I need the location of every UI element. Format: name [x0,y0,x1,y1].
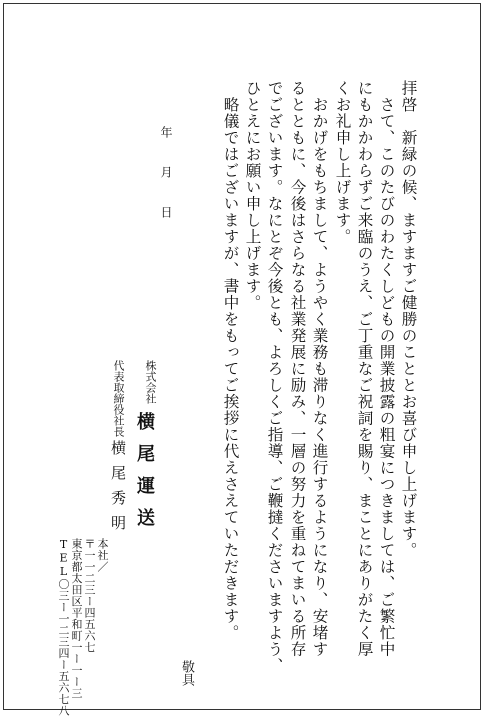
body-line: ひとえにお願い申し上げます。 [243,80,262,311]
address-line: 本社／ [96,538,109,573]
closing-text: 敬具 [179,660,194,686]
address-line: 〒一一二三ー四五六七 [83,538,96,653]
greeting-line: 拝啓 新緑の候、ますますご健勝のこととお喜び申し上げます。 [399,80,418,559]
body-line: おかげをもちまして、ようやく業務も滞りなく進行するようになり、安堵す [310,80,329,658]
body-line: るとともに、今後はさらなる社業発展に励み、一層の努力を重ねてまいる所存 [288,80,307,658]
body-line: 略儀ではございますが、書中をもってご挨拶に代えさえていただきます。 [221,80,240,641]
company-type: 株式会社 [144,360,157,404]
address-line: 東京都太田区平和町一ー一ー三 [70,538,83,699]
body-line: さて、このたびのわたくしどもの開業披露の粗宴につきましては、ご繁忙中 [377,80,396,658]
body-line: くお礼申し上げます。 [333,80,352,245]
sender-title: 代表取締役社長 [112,360,125,437]
company-name: 横尾運送 [134,412,155,540]
phone-line: TEL〇三ー一二三四ー五六七八 [57,538,70,717]
date-line: 年月日 [159,126,173,246]
sender-name: 横尾秀明 [109,440,127,540]
body-line: でございます。なにとぞ今後とも、よろしくご指導、ご鞭撻くださいますよう、 [265,80,284,674]
body-line: にもかかわらずご来臨のうえ、ご丁重なご祝詞を賜り、まことにありがたく厚 [355,80,374,658]
